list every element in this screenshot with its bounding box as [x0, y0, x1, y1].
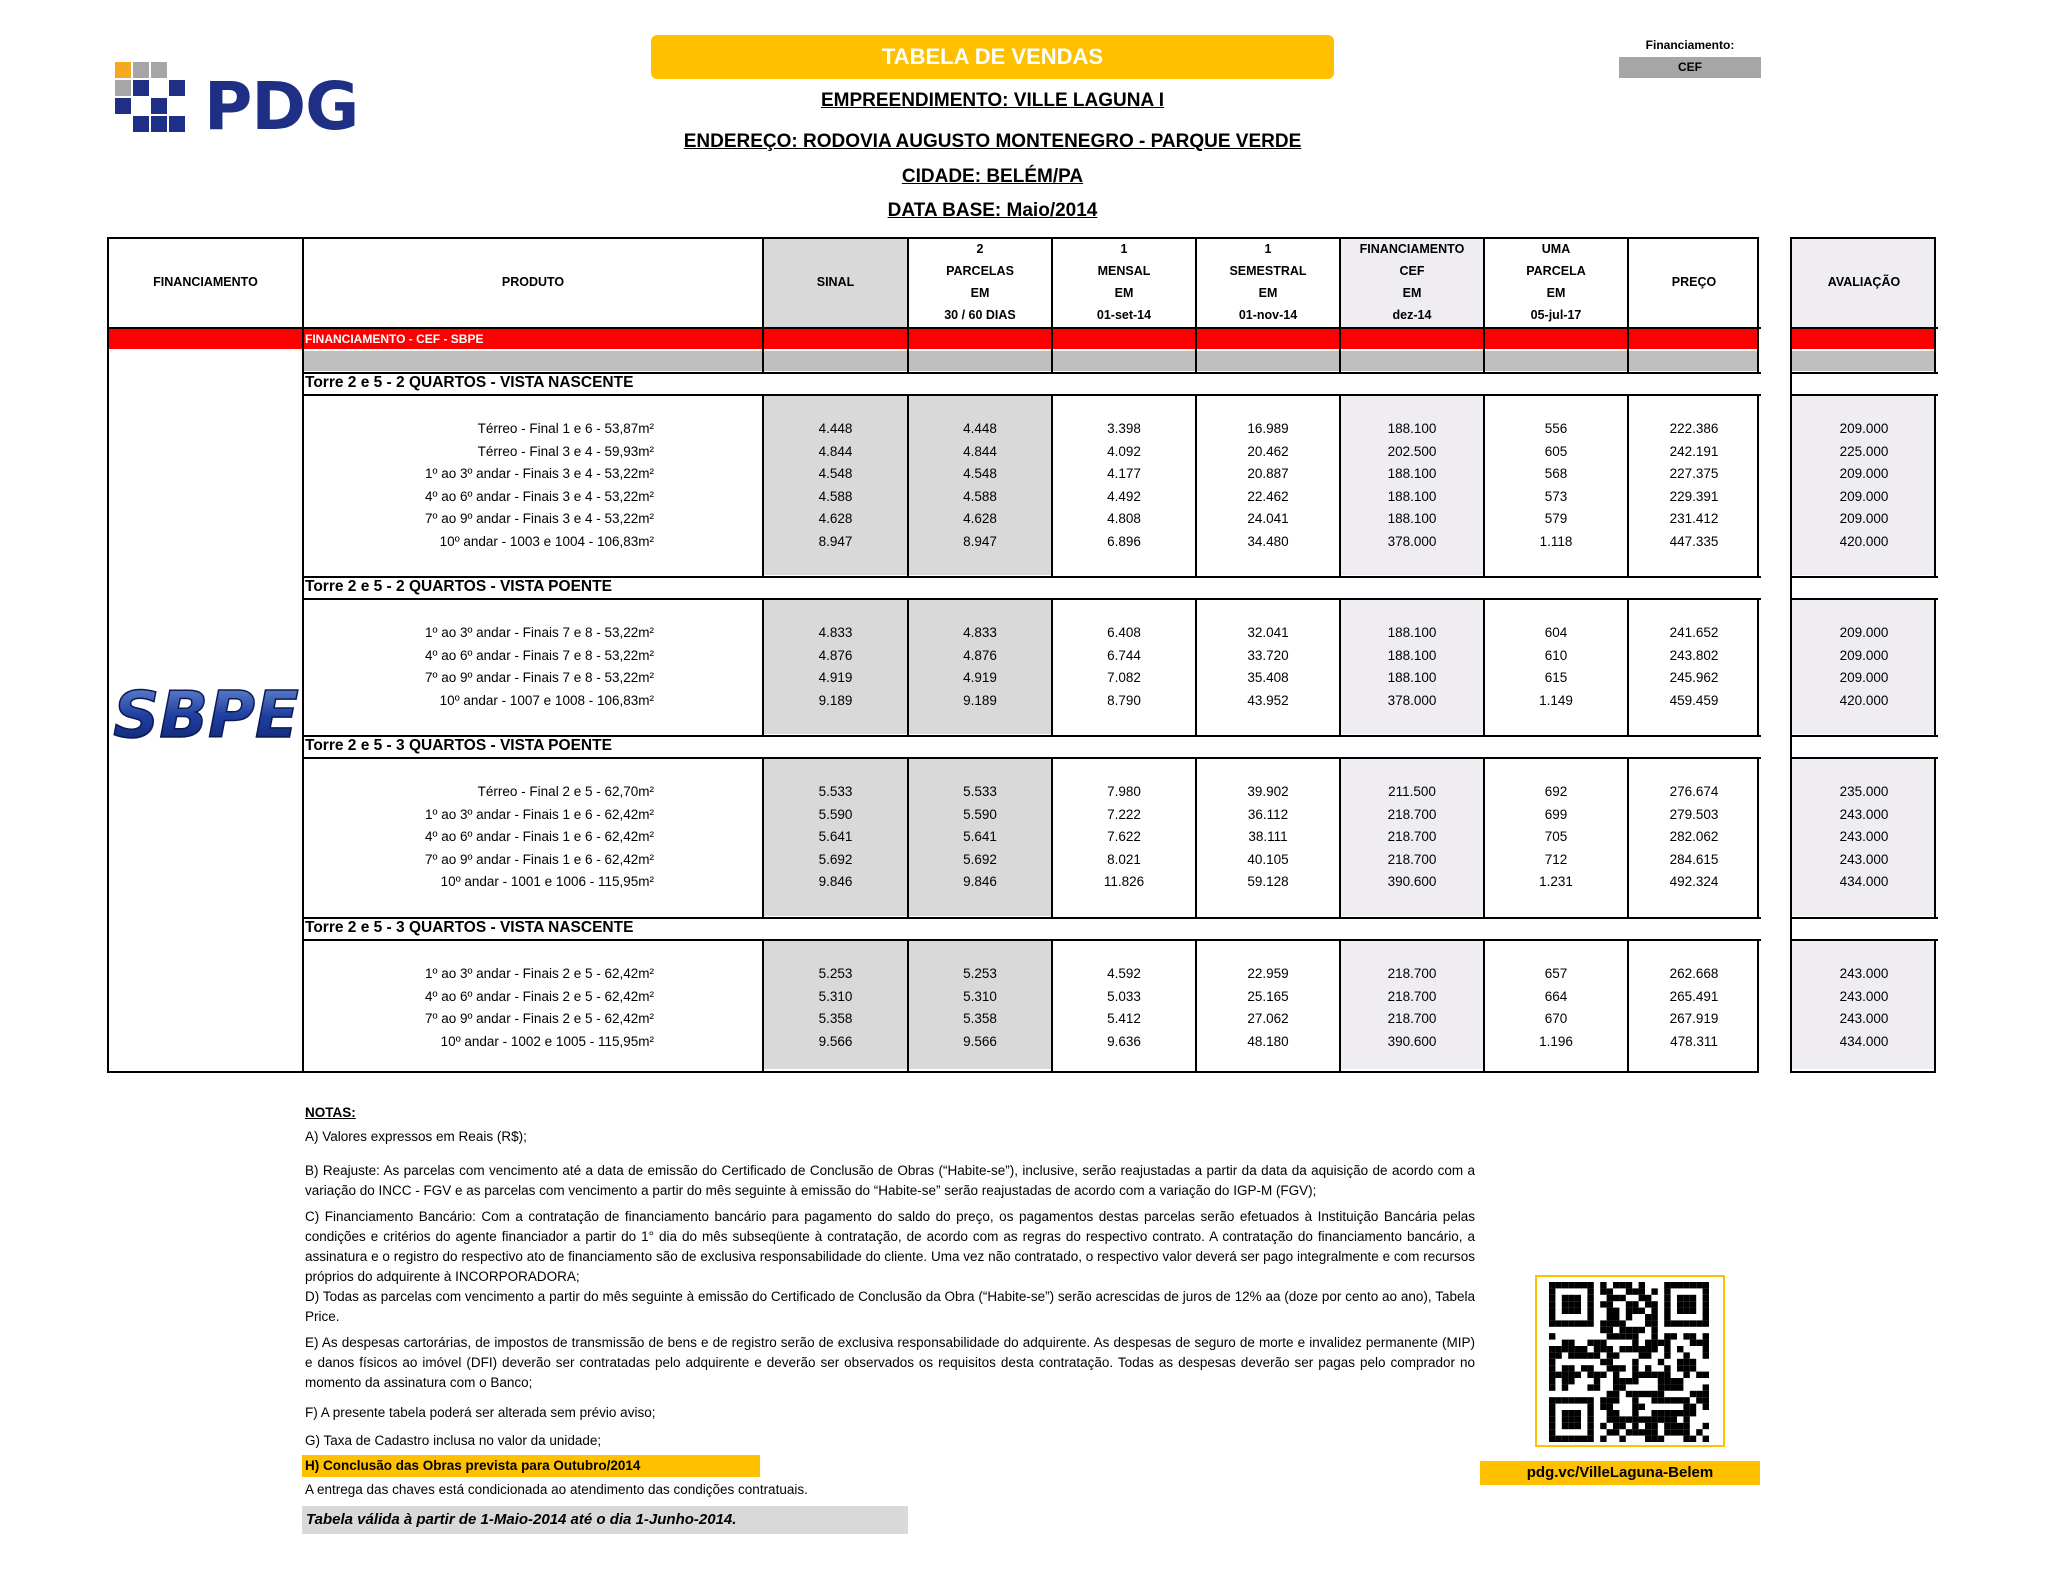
row-parcelas: 4.833 [963, 625, 997, 640]
row-produto: 7º ao 9º andar - Finais 1 e 6 - 62,42m² [425, 851, 654, 867]
row-avaliacao: 243.000 [1839, 988, 1889, 1004]
row-preco: 447.335 [1669, 534, 1719, 549]
row-produto: 10º andar - 1002 e 1005 - 115,95m² [440, 1033, 654, 1049]
row-mensal: 7.082 [1107, 670, 1141, 686]
row-sinal: 4.876 [818, 647, 853, 663]
row-produto: 10º andar - 1007 e 1008 - 106,83m² [439, 692, 654, 708]
row-financiamento: 378.000 [1387, 692, 1437, 708]
header-financiamento-cef: FINANCIAMENTO CEF EM dez-14 [1359, 242, 1465, 322]
row-preco: 492.324 [1669, 874, 1719, 890]
row-semestral: 16.989 [1247, 421, 1289, 436]
row-parcelas: 5.253 [963, 966, 997, 981]
group-label: FINANCIAMENTO - CEF - SBPE [305, 332, 484, 346]
row-uma: 605 [1544, 443, 1568, 459]
section-title: Torre 2 e 5 - 3 QUARTOS - VISTA NASCENTE [305, 919, 634, 936]
section-title: Torre 2 e 5 - 3 QUARTOS - VISTA POENTE [305, 737, 612, 754]
row-semestral: 20.462 [1247, 443, 1289, 459]
row-avaliacao: 209.000 [1839, 466, 1889, 482]
row-uma: 1.149 [1539, 692, 1573, 708]
row-produto: 1º ao 3º andar - Finais 3 e 4 - 53,22m² [425, 466, 654, 482]
row-mensal: 9.636 [1107, 1033, 1141, 1049]
notes-block [305, 1103, 1475, 1457]
row-financiamento: 378.000 [1387, 534, 1437, 549]
row-produto: 4º ao 6º andar - Finais 2 e 5 - 62,42m² [425, 988, 654, 1004]
table-row [0, 622, 2048, 645]
row-parcelas: 9.566 [963, 1033, 997, 1049]
row-semestral: 25.165 [1247, 988, 1289, 1004]
row-uma: 610 [1544, 647, 1568, 663]
svg-text:SBPE: SBPE [113, 679, 299, 753]
row-mensal: 8.021 [1107, 851, 1141, 867]
section-title-bg-aval [1792, 577, 1936, 598]
table-row [0, 463, 2048, 486]
row-sinal: 4.628 [818, 511, 853, 527]
row-mensal: 4.592 [1107, 966, 1141, 981]
row-parcelas: 5.533 [963, 784, 997, 799]
note-d: D) Todas as parcelas com vencimento a partir do mês seguinte à emissão do Certificado de Conclusão da Obra (“Habite-se”) serão acrescidas de juros de 12% aa (doze por cento ao ano), Tabela Price. [305, 1289, 1475, 1324]
row-produto: 4º ao 6º andar - Finais 1 e 6 - 62,42m² [425, 829, 654, 845]
row-divider [1790, 939, 1938, 941]
row-parcelas: 4.548 [963, 466, 997, 482]
row-parcelas: 5.590 [963, 806, 997, 822]
financiamento-label: Financiamento: [1645, 38, 1735, 52]
row-mensal: 3.398 [1107, 421, 1141, 436]
validity-banner: Tabela válida à partir de 1-Maio-2014 até o dia 1-Junho-2014. [302, 1506, 908, 1534]
row-produto: 7º ao 9º andar - Finais 7 e 8 - 53,22m² [425, 670, 654, 686]
row-sinal: 5.358 [818, 1011, 853, 1027]
row-sinal: 5.310 [818, 988, 853, 1004]
cidade-line: CIDADE: BELÉM/PA [901, 166, 1084, 187]
row-semestral: 33.720 [1247, 647, 1289, 663]
row-produto: Térreo - Final 1 e 6 - 53,87m² [477, 421, 654, 436]
row-parcelas: 4.919 [963, 670, 997, 686]
table-row [0, 986, 2048, 1009]
table-row [0, 1008, 2048, 1031]
row-preco: 267.919 [1669, 1011, 1719, 1027]
table-row [0, 645, 2048, 668]
row-produto: Térreo - Final 3 e 4 - 59,93m² [477, 443, 654, 459]
row-sinal: 4.448 [818, 421, 853, 436]
row-preco: 279.503 [1669, 806, 1719, 822]
row-semestral: 48.180 [1247, 1033, 1289, 1049]
row-avaliacao: 420.000 [1839, 692, 1889, 708]
row-uma: 1.118 [1539, 534, 1573, 549]
row-semestral: 59.128 [1247, 874, 1289, 890]
row-sinal: 9.846 [818, 874, 853, 890]
header-preco: PREÇO [1671, 275, 1717, 289]
row-divider [1790, 735, 1938, 737]
row-parcelas: 5.641 [963, 829, 997, 845]
note-a: A) Valores expressos em Reais (R$); [305, 1129, 527, 1144]
note-b: B) Reajuste: As parcelas com vencimento até a data de emissão do Certificado de Conclusão de Obras (“Habite-se”), inclusive, serão reajustadas a partir da data da aquisição de acordo com a variação do INCC - FGV e as parcelas com vencimento a partir do mês seguinte à emissão do “Habite-se” serão reajustadas de acordo com a variação do IGP-M (FGV); [305, 1163, 1475, 1198]
row-sinal: 4.844 [818, 443, 853, 459]
row-semestral: 20.887 [1247, 466, 1289, 482]
row-financiamento: 188.100 [1387, 647, 1437, 663]
row-semestral: 24.041 [1247, 511, 1289, 527]
row-uma: 579 [1544, 511, 1568, 527]
row-semestral: 22.959 [1247, 966, 1289, 981]
row-uma: 604 [1544, 625, 1568, 640]
row-sinal: 4.548 [818, 466, 853, 482]
row-parcelas: 5.310 [963, 988, 997, 1004]
row-produto: 1º ao 3º andar - Finais 2 e 5 - 62,42m² [425, 966, 654, 981]
row-divider [302, 939, 1761, 941]
empreendimento-line: EMPREENDIMENTO: VILLE LAGUNA I [820, 90, 1165, 111]
row-preco: 243.802 [1669, 647, 1719, 663]
row-parcelas: 4.876 [963, 647, 997, 663]
row-financiamento: 218.700 [1387, 806, 1437, 822]
row-sinal: 5.590 [818, 806, 853, 822]
row-avaliacao: 235.000 [1839, 784, 1889, 799]
row-preco: 459.459 [1669, 692, 1719, 708]
row-semestral: 40.105 [1247, 851, 1289, 867]
row-semestral: 27.062 [1247, 1011, 1289, 1027]
row-avaliacao: 243.000 [1839, 851, 1889, 867]
row-divider [302, 394, 1761, 396]
row-uma: 568 [1544, 466, 1568, 482]
sbpe-logo-icon [112, 675, 300, 755]
row-avaliacao: 209.000 [1839, 511, 1889, 527]
row-preco: 276.674 [1669, 784, 1719, 799]
row-preco: 231.412 [1669, 511, 1719, 527]
row-preco: 242.191 [1669, 443, 1719, 459]
row-produto: 1º ao 3º andar - Finais 1 e 6 - 62,42m² [425, 806, 654, 822]
header-financiamento: FINANCIAMENTO [153, 275, 258, 289]
row-mensal: 6.408 [1107, 625, 1141, 640]
table-row [0, 871, 2048, 894]
section-title: Torre 2 e 5 - 2 QUARTOS - VISTA POENTE [305, 578, 612, 595]
row-sinal: 5.533 [818, 784, 853, 799]
row-uma: 556 [1544, 421, 1568, 436]
row-financiamento: 211.500 [1388, 784, 1436, 799]
row-sinal: 5.253 [818, 966, 853, 981]
row-uma: 712 [1544, 851, 1568, 867]
row-avaliacao: 434.000 [1839, 874, 1889, 890]
header-produto: PRODUTO [501, 275, 565, 289]
row-uma: 615 [1544, 670, 1568, 686]
row-parcelas: 4.588 [963, 488, 997, 504]
row-financiamento: 188.100 [1387, 488, 1437, 504]
row-mensal: 4.808 [1107, 511, 1141, 527]
row-financiamento: 188.100 [1387, 511, 1437, 527]
row-produto: 4º ao 6º andar - Finais 7 e 8 - 53,22m² [425, 647, 654, 663]
row-sinal: 4.588 [818, 488, 853, 504]
row-sinal: 9.189 [818, 692, 853, 708]
table-row [0, 667, 2048, 690]
row-avaliacao: 243.000 [1839, 1011, 1889, 1027]
row-uma: 664 [1544, 988, 1568, 1004]
header-sinal: SINAL [816, 275, 855, 289]
row-parcelas: 9.846 [963, 874, 997, 890]
row-mensal: 5.412 [1107, 1011, 1141, 1027]
row-produto: 4º ao 6º andar - Finais 3 e 4 - 53,22m² [425, 488, 654, 504]
row-mensal: 4.092 [1107, 443, 1141, 459]
row-produto: 10º andar - 1001 e 1006 - 115,95m² [440, 874, 654, 890]
pdg-logo-text: PDG [204, 68, 359, 145]
table-row [0, 441, 2048, 464]
section-title-bg-aval [1792, 373, 1936, 394]
row-mensal: 8.790 [1107, 692, 1141, 708]
row-avaliacao: 420.000 [1839, 534, 1889, 549]
row-preco: 478.311 [1670, 1033, 1718, 1049]
row-semestral: 32.041 [1247, 625, 1289, 640]
table-row [0, 508, 2048, 531]
row-financiamento: 390.600 [1387, 874, 1437, 890]
note-h-highlight: H) Conclusão das Obras prevista para Outubro/2014 [302, 1455, 760, 1477]
table-row [0, 963, 2048, 986]
row-uma: 699 [1544, 806, 1568, 822]
endereco-line: ENDEREÇO: RODOVIA AUGUSTO MONTENEGRO - PARQUE VERDE [683, 131, 1302, 152]
row-financiamento: 218.700 [1387, 988, 1437, 1004]
row-preco: 229.391 [1669, 488, 1719, 504]
row-semestral: 35.408 [1247, 670, 1289, 686]
section-title-bg-aval [1792, 918, 1936, 939]
row-avaliacao: 209.000 [1839, 421, 1889, 436]
row-financiamento: 188.100 [1387, 421, 1437, 436]
row-preco: 265.491 [1669, 988, 1719, 1004]
qr-link[interactable]: pdg.vc/VilleLaguna-Belem [1480, 1461, 1760, 1485]
header-avaliacao: AVALIAÇÃO [1827, 275, 1901, 289]
header-semestral: 1 SEMESTRAL EM 01-nov-14 [1229, 242, 1307, 322]
row-preco: 284.615 [1669, 851, 1719, 867]
row-sinal: 5.692 [818, 851, 853, 867]
row-financiamento: 188.100 [1387, 466, 1437, 482]
row-preco: 241.652 [1669, 625, 1719, 640]
row-divider [1790, 917, 1938, 919]
header-divider [107, 327, 1761, 329]
row-mensal: 11.826 [1103, 874, 1145, 890]
row-financiamento: 218.700 [1387, 966, 1437, 981]
row-financiamento: 218.700 [1387, 1011, 1437, 1027]
row-semestral: 43.952 [1247, 692, 1289, 708]
table-row [0, 826, 2048, 849]
row-mensal: 7.980 [1107, 784, 1141, 799]
row-uma: 657 [1544, 966, 1568, 981]
row-parcelas: 4.844 [963, 443, 997, 459]
row-sinal: 4.833 [818, 625, 853, 640]
row-mensal: 6.896 [1107, 534, 1141, 549]
row-mensal: 5.033 [1107, 988, 1141, 1004]
section-title-bg-aval [1792, 736, 1936, 757]
header-divider [1790, 327, 1938, 329]
row-produto: 1º ao 3º andar - Finais 7 e 8 - 53,22m² [425, 625, 654, 640]
header-uma-parcela: UMA PARCELA EM 05-jul-17 [1526, 242, 1586, 322]
row-financiamento: 218.700 [1387, 829, 1437, 845]
row-financiamento: 188.100 [1387, 670, 1437, 686]
row-divider [1790, 576, 1938, 578]
row-mensal: 7.222 [1107, 806, 1141, 822]
row-uma: 1.231 [1539, 874, 1573, 890]
note-f: F) A presente tabela poderá ser alterada sem prévio aviso; [305, 1405, 656, 1420]
row-preco: 262.668 [1669, 966, 1719, 981]
row-mensal: 4.177 [1107, 466, 1141, 482]
page-title: TABELA DE VENDAS [651, 35, 1334, 79]
row-sinal: 8.947 [818, 534, 853, 549]
row-avaliacao: 209.000 [1839, 647, 1889, 663]
table-row [0, 690, 2048, 713]
row-avaliacao: 209.000 [1839, 670, 1889, 686]
row-parcelas: 4.628 [963, 511, 997, 527]
row-parcelas: 5.692 [963, 851, 997, 867]
row-uma: 1.196 [1539, 1033, 1573, 1049]
header-parcelas: 2 PARCELAS EM 30 / 60 DIAS [944, 242, 1016, 322]
table-row [0, 418, 2048, 441]
table-row [0, 486, 2048, 509]
row-preco: 227.375 [1669, 466, 1719, 482]
header-mensal: 1 MENSAL EM 01-set-14 [1096, 242, 1152, 322]
row-produto: 7º ao 9º andar - Finais 3 e 4 - 53,22m² [425, 511, 654, 527]
row-divider [1790, 394, 1938, 396]
section-title: Torre 2 e 5 - 2 QUARTOS - VISTA NASCENTE [305, 374, 634, 391]
row-parcelas: 8.947 [963, 534, 997, 549]
row-semestral: 22.462 [1247, 488, 1289, 504]
row-divider [1790, 598, 1938, 600]
row-produto: 7º ao 9º andar - Finais 2 e 5 - 62,42m² [425, 1011, 654, 1027]
row-avaliacao: 243.000 [1839, 966, 1889, 981]
row-produto: Térreo - Final 2 e 5 - 62,70m² [477, 784, 654, 799]
table-row [0, 781, 2048, 804]
row-divider [1790, 757, 1938, 759]
row-preco: 282.062 [1669, 829, 1719, 845]
row-financiamento: 202.500 [1387, 443, 1437, 459]
financiamento-value: CEF [1619, 57, 1761, 78]
row-produto: 10º andar - 1003 e 1004 - 106,83m² [439, 534, 654, 549]
row-avaliacao: 225.000 [1839, 443, 1889, 459]
row-parcelas: 4.448 [963, 421, 997, 436]
row-parcelas: 5.358 [963, 1011, 997, 1027]
qr-code-icon[interactable] [1535, 1275, 1725, 1447]
row-mensal: 6.744 [1107, 647, 1141, 663]
row-semestral: 39.902 [1247, 784, 1289, 799]
row-divider [302, 757, 1761, 759]
row-financiamento: 188.100 [1387, 625, 1437, 640]
note-e: E) As despesas cartorárias, de impostos de transmissão de bens e de registro serão de exclusiva responsabilidade do adquirente. As despesas de seguro de morte e invalidez permanente (MIP) e danos físicos ao imóvel (DFI) deverão ser contratadas pelo adquirente e deverão ser observados os requisitos desta contratação. Todas as despesas deverão ser pagas pelo comprador no momento da assinatura com o Banco; [305, 1335, 1475, 1390]
row-mensal: 7.622 [1107, 829, 1141, 845]
row-divider [302, 598, 1761, 600]
row-uma: 670 [1544, 1011, 1568, 1027]
row-avaliacao: 209.000 [1839, 625, 1889, 640]
row-semestral: 36.112 [1247, 806, 1289, 822]
row-uma: 692 [1544, 784, 1568, 799]
row-financiamento: 390.600 [1387, 1033, 1437, 1049]
row-avaliacao: 243.000 [1839, 806, 1889, 822]
table-row [0, 1031, 2048, 1054]
row-semestral: 34.480 [1247, 534, 1289, 549]
row-divider [1790, 372, 1938, 374]
note-g: G) Taxa de Cadastro inclusa no valor da unidade; [305, 1433, 602, 1448]
row-avaliacao: 243.000 [1839, 829, 1889, 845]
row-sinal: 5.641 [818, 829, 853, 845]
row-preco: 245.962 [1669, 670, 1719, 686]
note-h-sub: A entrega das chaves está condicionada ao atendimento das condições contratuais. [305, 1482, 808, 1497]
row-semestral: 38.111 [1248, 829, 1288, 845]
row-avaliacao: 209.000 [1839, 488, 1889, 504]
row-uma: 573 [1544, 488, 1568, 504]
row-financiamento: 218.700 [1387, 851, 1437, 867]
row-uma: 705 [1544, 829, 1568, 845]
row-parcelas: 9.189 [963, 692, 997, 708]
table-row [0, 531, 2048, 554]
table-row [0, 849, 2048, 872]
row-avaliacao: 434.000 [1839, 1033, 1889, 1049]
data-base-line: DATA BASE: Maio/2014 [887, 200, 1098, 221]
row-preco: 222.386 [1669, 421, 1719, 436]
row-mensal: 4.492 [1107, 488, 1141, 504]
row-sinal: 4.919 [818, 670, 853, 686]
table-row [0, 804, 2048, 827]
note-c: C) Financiamento Bancário: Com a contratação de financiamento bancário para pagamento do saldo do preço, os pagamentos destas parcelas serão efetuados à Instituição Bancária pelas condições e critérios do agente financiador a partir do 1° dia do mês subseqüente à contratação, de acordo com as regras do respectivo contrato. A contratação do financiamento bancário, a assinatura e o registro do respectivo ato de financiamento são de exclusiva responsabilidade do cliente. Uma vez não contratado, o respectivo valor deverá ser pago integralmente e com recursos próprios do adquirente à INCORPORADORA; [305, 1209, 1475, 1284]
row-sinal: 9.566 [818, 1033, 853, 1049]
notes-title: NOTAS: [305, 1105, 356, 1120]
